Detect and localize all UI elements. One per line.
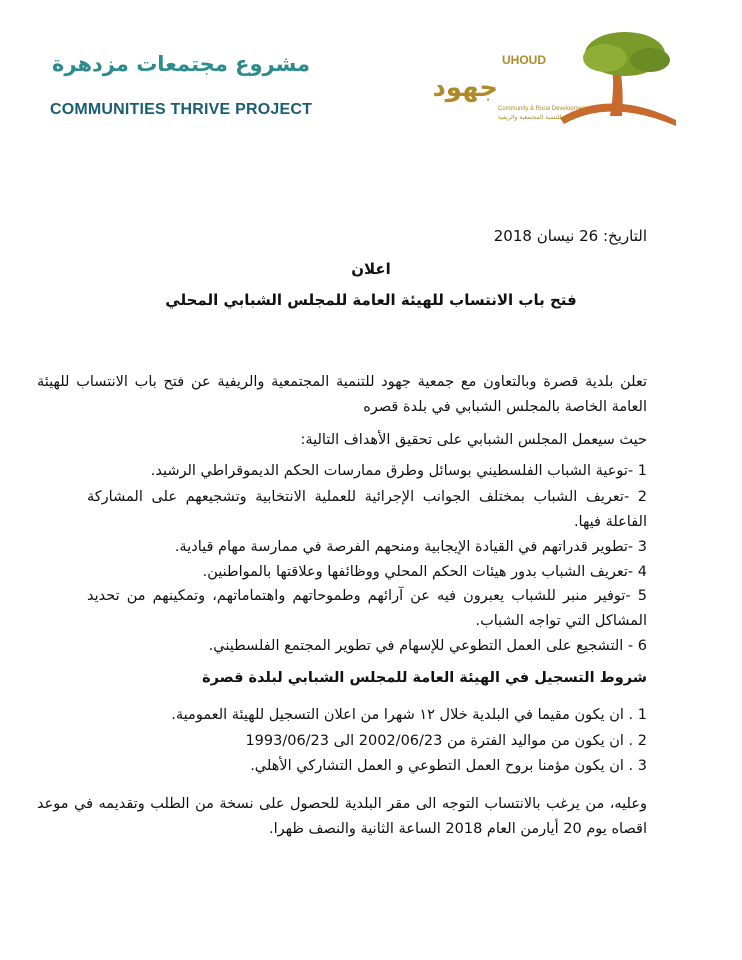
- conditions-heading: شروط التسجيل في الهيئة العامة للمجلس الشبابي لبلدة قصرة: [202, 670, 647, 686]
- condition-item: 3 . ان يكون مؤمنا بروح العمل التطوعي و العمل التشاركي الأهلي.: [250, 758, 647, 774]
- goal-item: 2 -تعريف الشباب بمختلف الجوانب الإجرائية للعملية الانتخابية وتشجيعهم على المشاركة الفاعلة فيها.: [87, 489, 647, 530]
- logo-sub-en: Community & Rural Development: [498, 106, 588, 112]
- goal-item: 3 -تطوير قدراتهم في القيادة الإيجابية ومنحهم الفرصة في ممارسة مهام قيادية.: [174, 539, 647, 555]
- logo-text-ar: جهود: [432, 73, 498, 103]
- goal-item: 1 -توعية الشباب الفلسطيني بوسائل وطرق ممارسات الحكم الديموقراطي الرشيد.: [150, 463, 647, 479]
- announcement-subtitle: فتح باب الانتساب للهيئة العامة للمجلس الشبابي المحلي: [165, 291, 577, 309]
- condition-item: 1 . ان يكون مقيما في البلدية خلال ١٢ شهرا من اعلان التسجيل للهيئة العمومية.: [171, 707, 647, 723]
- goals-heading: حيث سيعمل المجلس الشبابي على تحقيق الأهداف التالية:: [300, 432, 647, 448]
- condition-item: 2 . ان يكون من مواليد الفترة من 2002/06/23 الى 1993/06/23: [245, 733, 647, 749]
- goal-item: 4 -تعريف الشباب بدور هيئات الحكم المحلي ووظائفها وعلاقتها بالمواطنين.: [202, 564, 647, 580]
- logo-sub-ar: جهود للتنمية المجتمعية والريفية: [498, 114, 576, 121]
- juhoud-logo: [432, 28, 680, 128]
- logo-text-en: UHOUD: [502, 53, 546, 67]
- project-name-english: COMMUNITIES THRIVE PROJECT: [49, 101, 313, 118]
- intro-paragraph: تعلن بلدية قصرة وبالتعاون مع جمعية جهود للتنمية المجتمعية والريفية عن فتح باب الانتساب للهيئة العامة الخاصة بالمجلس الشبابي في بلدة قصره: [37, 374, 647, 415]
- date-line: التاريخ: 26 نيسان 2018: [493, 227, 647, 245]
- announcement-title: اعلان: [351, 260, 391, 278]
- project-name-arabic: مشروع مجتمعات مزدهرة: [52, 52, 310, 76]
- goal-item: 6 - التشجيع على العمل التطوعي للإسهام في تطوير المجتمع الفلسطيني.: [208, 638, 647, 654]
- tree-logo-icon: [432, 28, 680, 128]
- closing-paragraph: وعليه، من يرغب بالانتساب التوجه الى مقر البلدية للحصول على نسخة من الطلب وتقديمه في موعد اقصاه يوم 20 أيارمن العام 2018 الساعة الثانية والنصف ظهرا.: [37, 796, 647, 837]
- goal-item: 5 -توفير منبر للشباب يعبرون فيه عن آرائهم وطموحاتهم واهتماماتهم، وتمكينهم من تحديد المشاكل التي تواجه الشباب.: [87, 588, 647, 629]
